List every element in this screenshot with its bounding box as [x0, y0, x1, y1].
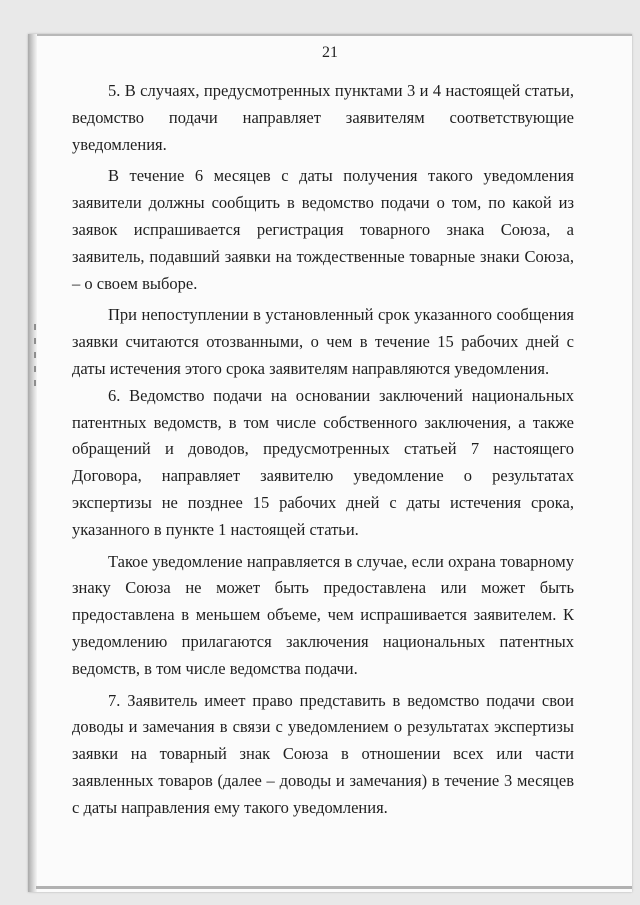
paragraph-7: 7. Заявитель имеет право представить в ведомство подачи свои доводы и замечания в связи с уведомлением о результатах экспертизы заявки на товарный знак Союза в отношении всех или части заявленных товаров (далее – доводы и замечания) в течение 3 месяцев с даты направления ему такого уведомления.: [72, 690, 574, 817]
binding-hole-marks: [34, 324, 36, 394]
page-number: 21: [322, 44, 338, 61]
scan-top-edge: [28, 34, 632, 36]
paragraph-withdrawal: При непоступлении в установленный срок указанного сообщения заявки считаются отозванными, о чем в течение 15 рабочих дней с даты истечения этого срока заявителям направляются уведомления.: [72, 305, 574, 378]
paragraph-notification-deadline: В течение 6 месяцев с даты получения такого уведомления заявители должны сообщить в ведомство подачи о том, по какой из заявок испрашивается регистрация товарного знака Союза, а заявитель, подавший заявки на тождественные товарные знаки Союза, – о своем выборе.: [72, 166, 574, 293]
paragraph-5: 5. В случаях, предусмотренных пунктами 3 и 4 настоящей статьи, ведомство подачи направляет заявителям соответствующие уведомления.: [72, 81, 574, 154]
paragraph-6: 6. Ведомство подачи на основании заключений национальных патентных ведомств, в том числе собственного заключения, а также обращений и доводов, предусмотренных статьей 7 настоящего Договора, направляет заявителю уведомление о результатах экспертизы не позднее 15 рабочих дней с даты истечения срока, указанного в пункте 1 настоящей статьи.: [72, 385, 574, 539]
document-page: [28, 34, 632, 892]
paragraph-notification-conditions: Такое уведомление направляется в случае, если охрана товарному знаку Союза не может быть предоставлена или может быть предоставлена в меньшем объеме, чем испрашивается заявителем. К уведомлению прилагаются заключения национальных патентных ведомств, в том числе ведомства подачи.: [72, 551, 574, 678]
scan-bottom-edge: [36, 886, 632, 889]
scan-left-edge: [28, 34, 37, 892]
document-body: [72, 78, 574, 822]
